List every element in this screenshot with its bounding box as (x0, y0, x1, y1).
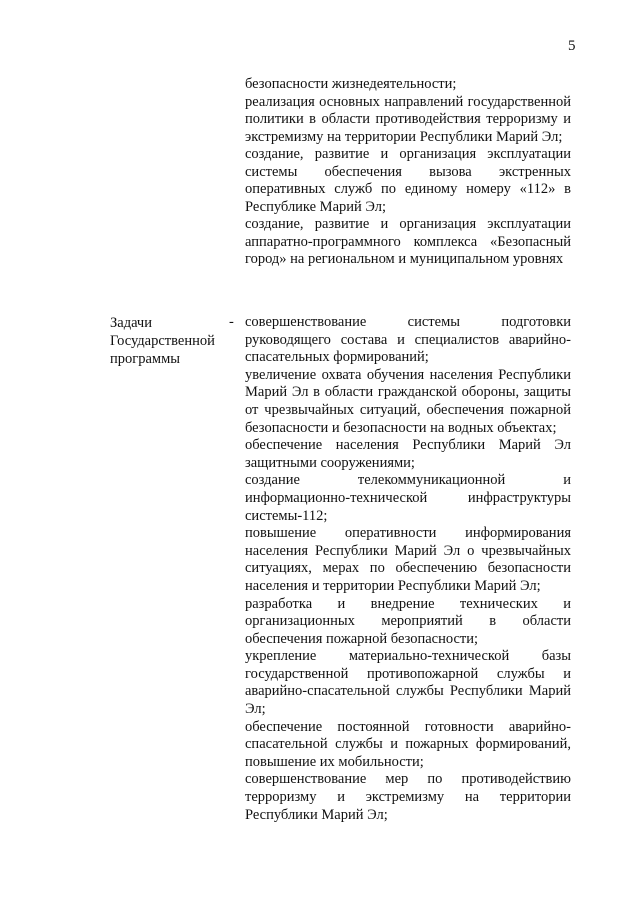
task-item: совершенствование мер по противодействию терроризму и экстремизму на территории Республики Марий Эл; (245, 771, 571, 823)
task-item: обеспечение постоянной готовности аварийно-спасательной службы и пожарных формирований, повышение их мобильности; (245, 718, 571, 770)
intro-paragraph: реализация основных направлений государственной политики в области противодействия терроризму и экстремизму на территории Республики Марий Эл; (245, 93, 571, 145)
intro-block (245, 76, 571, 269)
section-label (110, 314, 240, 368)
task-item: повышение оперативности информирования населения Республики Марий Эл о чрезвычайных ситуациях, мерах по обеспечению безопасности населения и территории Республики Марий Эл; (245, 525, 571, 594)
task-item: создание телекоммуникационной и информационно-технической инфраструктуры системы-112; (245, 472, 571, 524)
section-label-line: программы (110, 351, 180, 367)
intro-paragraph: безопасности жизнедеятельности; (245, 76, 457, 92)
section-label-line: Задачи (110, 315, 152, 331)
task-item: укрепление материально-технической базы государственной противопожарной службы и аварийно-спасательной службы Республики Марий Эл; (245, 648, 571, 718)
section-dash: - (229, 314, 234, 330)
intro-paragraph: создание, развитие и организация эксплуатации аппаратно-программного комплекса «Безопасный город» на региональном и муниципальном уровнях (245, 216, 571, 267)
task-item: совершенствование системы подготовки руководящего состава и специалистов аварийно-спасательных формирований; (245, 314, 571, 366)
tasks-block (245, 314, 571, 824)
task-item: увеличение охвата обучения населения Республики Марий Эл в области гражданской обороны, защиты от чрезвычайных ситуаций, обеспечения пожарной безопасности и безопасности на водных объектах; (245, 366, 571, 436)
task-item: разработка и внедрение технических и организационных мероприятий в области обеспечения пожарной безопасности; (245, 595, 571, 647)
task-item: обеспечение населения Республики Марий Эл защитными сооружениями; (245, 437, 571, 471)
section-label-line: Государственной (110, 333, 215, 349)
intro-paragraph: создание, развитие и организация эксплуатации системы обеспечения вызова экстренных оперативных служб по единому номеру «112» в Республике Марий Эл; (245, 146, 571, 215)
page-number: 5 (568, 38, 576, 54)
